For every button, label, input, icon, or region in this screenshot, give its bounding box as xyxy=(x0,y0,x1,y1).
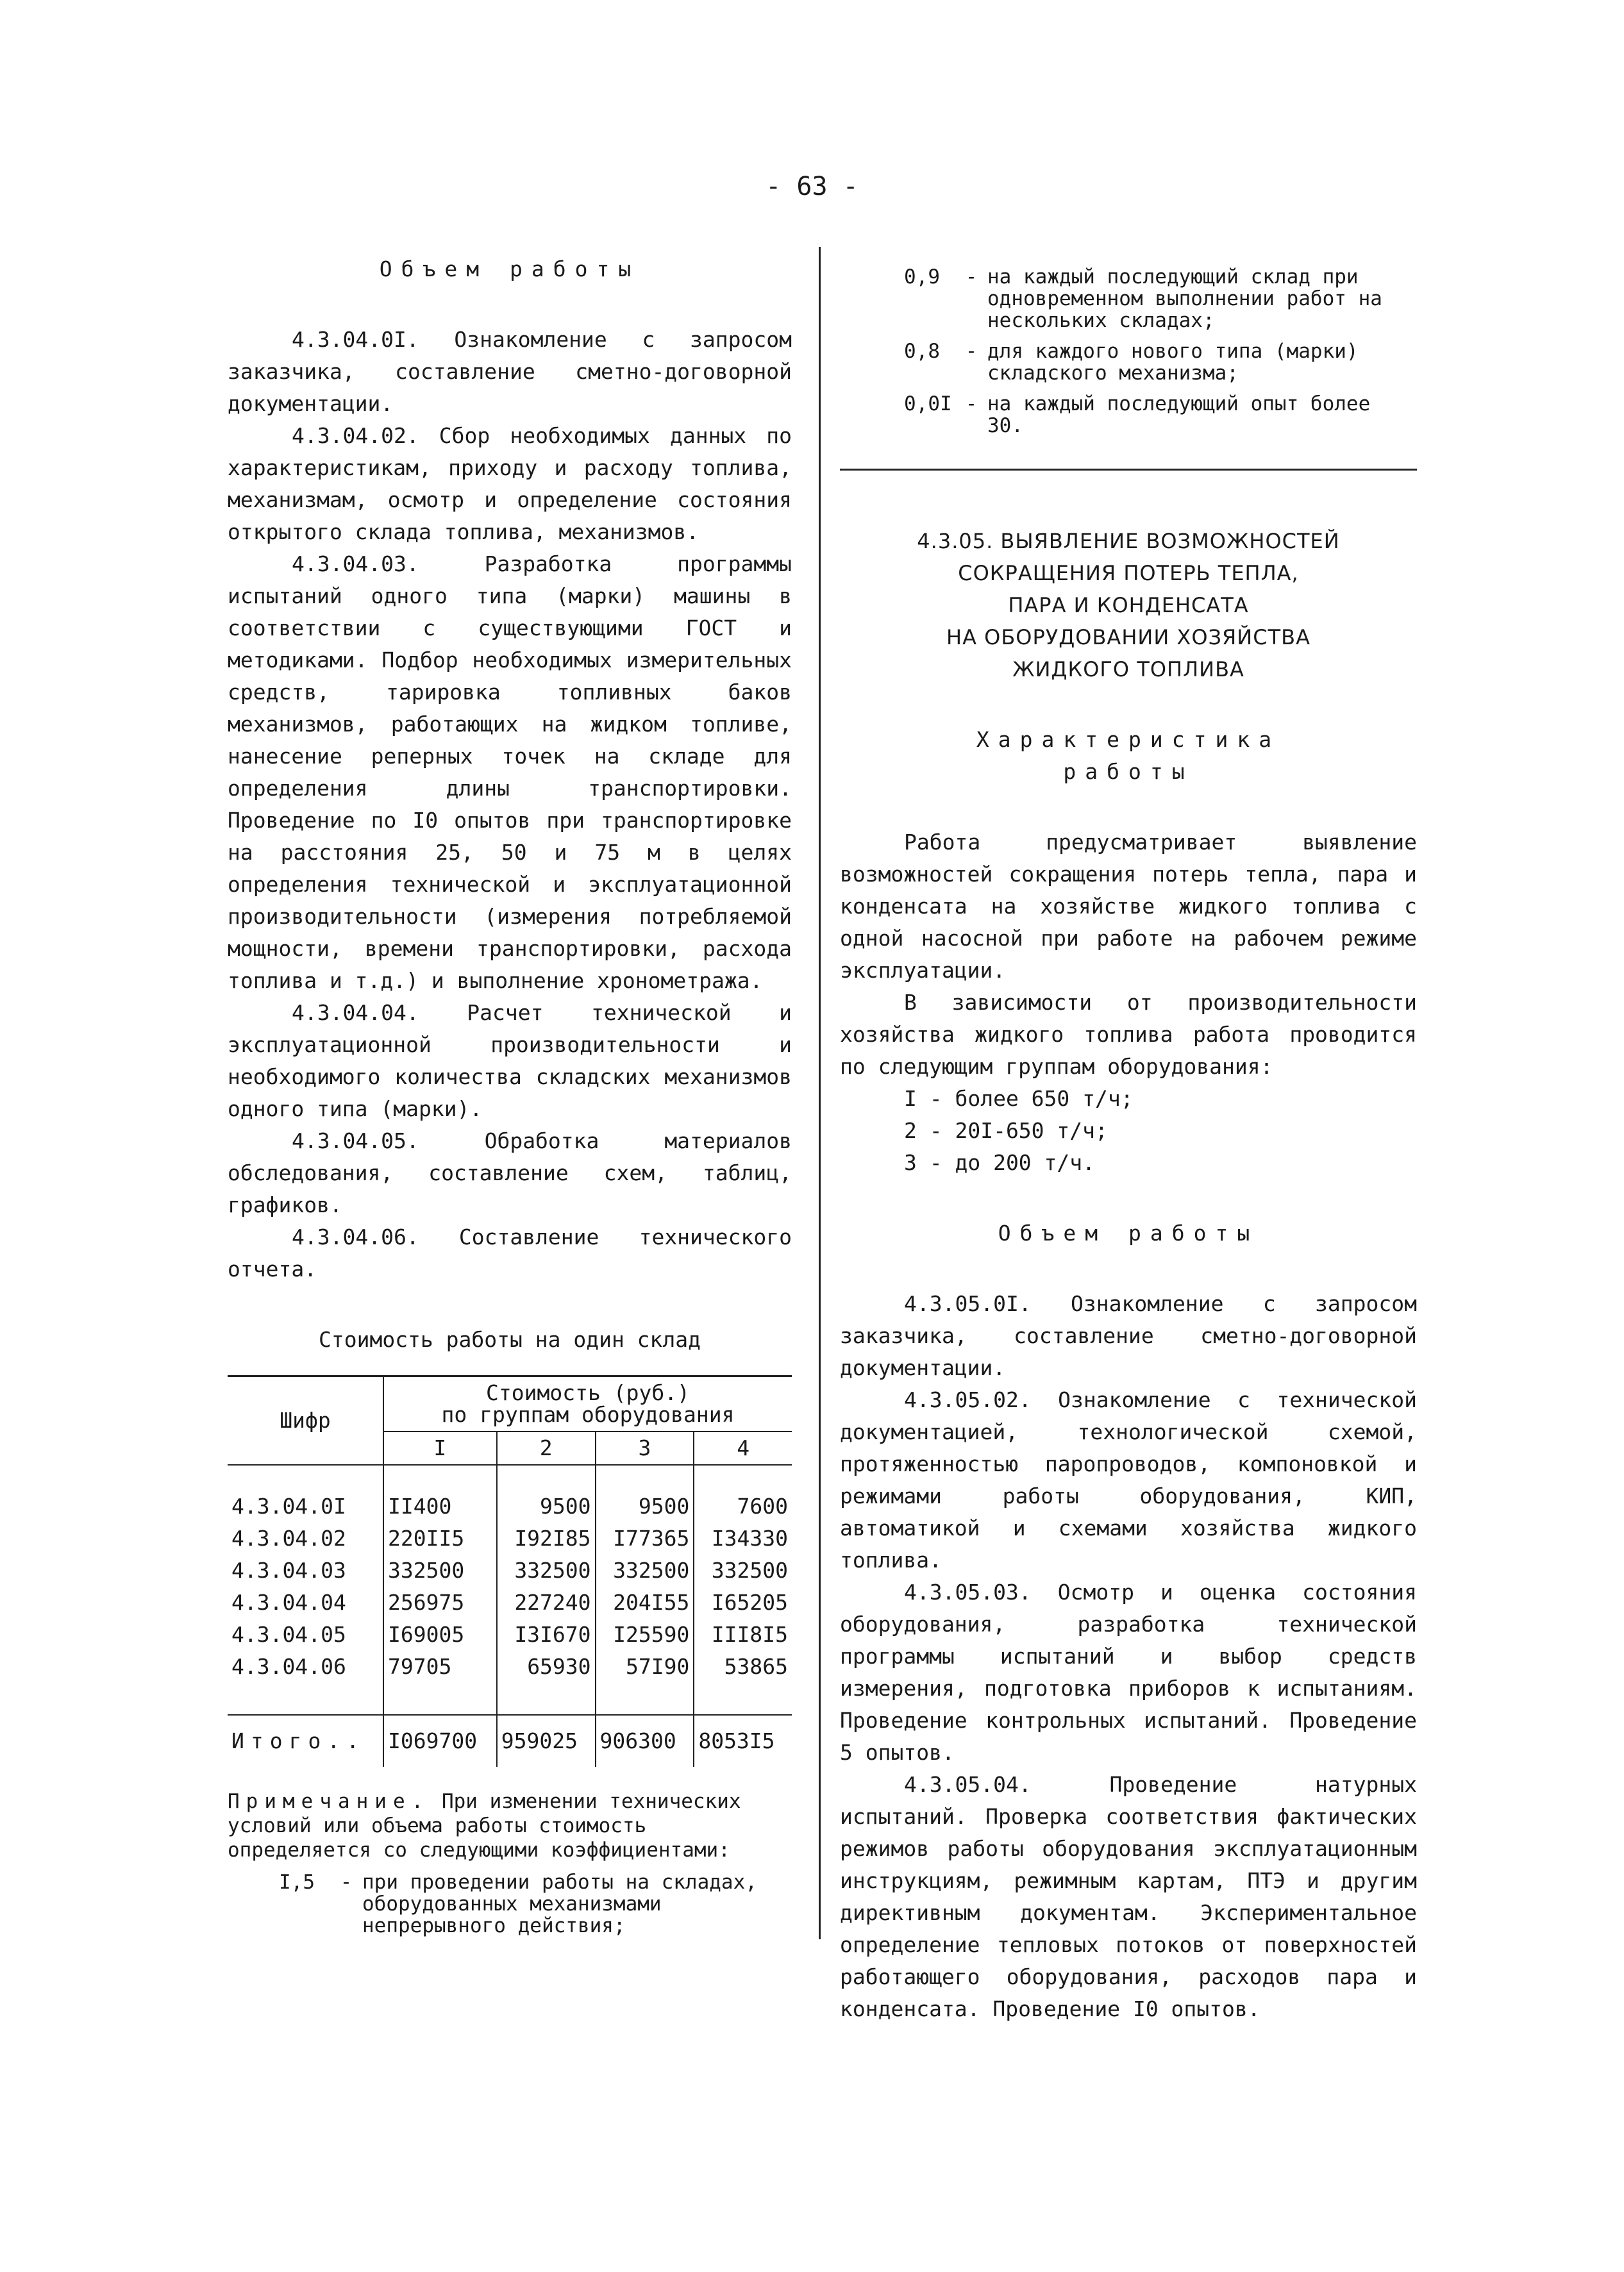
column-divider xyxy=(819,247,821,1939)
cell: 332500 xyxy=(694,1555,792,1587)
row-code: 4.3.04.05 xyxy=(231,1622,346,1647)
paragraph: 4.3.05.0I. Ознакомление с запросом заказчика, составление сметно-договорной документации. xyxy=(840,1291,1417,1380)
left-column xyxy=(228,253,792,1937)
right-volume-heading: Объем работы xyxy=(998,1221,1259,1246)
table-row xyxy=(228,1555,792,1587)
row-code: 4.3.04.03 xyxy=(231,1558,346,1583)
section-title-line: 4.3.05. ВЫЯВЛЕНИЕ ВОЗМОЖНОСТЕЙ xyxy=(917,529,1340,553)
paragraph: 4.3.04.04. Расчет технической и эксплуатационной производительности и необходимого количества складских механизмов одного типа (марки). xyxy=(228,1000,792,1121)
paragraph: 4.3.04.05. Обработка материалов обследования, составление схем, таблиц, графиков. xyxy=(228,1128,792,1217)
header-cost-line1: Стоимость (руб.) xyxy=(486,1380,690,1405)
cell: 57I90 xyxy=(596,1651,694,1683)
paragraph: 4.3.05.04. Проведение натурных испытаний. Проверка соответствия фактических режимов работы оборудования эксплуатационным инструкциям, режимным картам, ПТЭ и другим директивным документам. Экспериментальное определение тепловых потоков от поверхностей работающего оборудования, расходов пара и конденсата. Проведение I0 опытов. xyxy=(840,1772,1417,2021)
header-cost xyxy=(383,1376,792,1432)
row-code: 4.3.04.0I xyxy=(231,1494,346,1519)
row-code: 4.3.04.02 xyxy=(231,1526,346,1551)
table-row xyxy=(228,1491,792,1523)
page-number: - 63 - xyxy=(766,172,858,201)
cell: 79705 xyxy=(383,1651,497,1683)
coefficient-text: на каждый последующий опыт более 30. xyxy=(987,392,1371,437)
dash: - xyxy=(965,265,978,288)
group-item: I - более 650 т/ч; xyxy=(904,1086,1134,1111)
coefficient-item xyxy=(904,340,1417,384)
cell: I25590 xyxy=(596,1619,694,1651)
section-title-line: ПАРА И КОНДЕНСАТА xyxy=(1008,593,1249,617)
table-row xyxy=(228,1651,792,1683)
coefficient-value: 0,8 xyxy=(904,340,940,363)
cell: 9500 xyxy=(596,1491,694,1523)
total-cell: 8053I5 xyxy=(694,1715,792,1767)
group-item: 3 - до 200 т/ч. xyxy=(904,1150,1096,1175)
row-code: 4.3.04.04 xyxy=(231,1590,346,1615)
coefficient-text: на каждый последующий склад при одновременном выполнении работ на нескольких складах; xyxy=(987,265,1382,332)
cell: 220II5 xyxy=(383,1523,497,1555)
paragraph: 4.3.05.02. Ознакомление с технической документацией, технологической схемой, протяженностью паропроводов, компоновкой и режимами работы оборудования, КИП, автоматикой и схемами хозяйства жидкого топлива. xyxy=(840,1387,1417,1573)
total-label: Итого.. xyxy=(228,1715,383,1767)
cell: I65205 xyxy=(694,1587,792,1619)
cell: 332500 xyxy=(383,1555,497,1587)
note-lead: Примечание. xyxy=(228,1790,430,1813)
section-title-line: СОКРАЩЕНИЯ ПОТЕРЬ ТЕПЛА, xyxy=(958,561,1299,585)
table-note xyxy=(228,1789,792,1862)
table-row xyxy=(228,1587,792,1619)
cell: 332500 xyxy=(497,1555,596,1587)
cell: I77365 xyxy=(596,1523,694,1555)
left-volume-heading: Объем работы xyxy=(379,256,640,281)
coefficient-text: для каждого нового типа (марки) складского механизма; xyxy=(987,340,1359,385)
group-header: I xyxy=(383,1432,497,1465)
table-row xyxy=(228,1523,792,1555)
group-header: 2 xyxy=(497,1432,596,1465)
cell: I92I85 xyxy=(497,1523,596,1555)
cell: 204I55 xyxy=(596,1587,694,1619)
coefficient-text: при проведении работы на складах, оборудованных механизмами непрерывного действия; xyxy=(362,1871,757,1937)
cost-table xyxy=(228,1375,792,1767)
cell: 227240 xyxy=(497,1587,596,1619)
cell: 9500 xyxy=(497,1491,596,1523)
total-cell: 906300 xyxy=(596,1715,694,1767)
paragraph: 4.3.05.03. Осмотр и оценка состояния оборудования, разработка технической программы испытаний и выбор средств измерения, подготовка приборов к испытаниям. Проведение контрольных испытаний. Проведение 5 опытов. xyxy=(840,1580,1417,1765)
characteristic-heading-2: работы xyxy=(1063,759,1194,784)
cell: 53865 xyxy=(694,1651,792,1683)
cell: III8I5 xyxy=(694,1619,792,1651)
section-title-line: ЖИДКОГО ТОПЛИВА xyxy=(1012,657,1244,681)
coefficient-value: I,5 xyxy=(279,1871,315,1894)
section-title-line: НА ОБОРУДОВАНИИ ХОЗЯЙСТВА xyxy=(946,625,1310,649)
coefficient-item xyxy=(904,266,1417,331)
cell: I3I670 xyxy=(497,1619,596,1651)
paragraph: Работа предусматривает выявление возможностей сокращения потерь тепла, пара и конденсата на хозяйстве жидкого топлива с одной насосной при работе на рабочем режиме эксплуатации. xyxy=(840,830,1417,983)
cell: II400 xyxy=(383,1491,497,1523)
characteristic-heading: Характеристика xyxy=(976,727,1281,752)
group-header: 3 xyxy=(596,1432,694,1465)
coefficient-item xyxy=(279,1871,792,1937)
paragraph: В зависимости от производительности хозяйства жидкого топлива работа проводится по следующим группам оборудования: xyxy=(840,990,1417,1079)
cell: 7600 xyxy=(694,1491,792,1523)
total-row xyxy=(228,1715,792,1767)
table-caption: Стоимость работы на один склад xyxy=(318,1327,701,1352)
paragraph: 4.3.04.06. Составление технического отчета. xyxy=(228,1224,792,1282)
group-item: 2 - 20I-650 т/ч; xyxy=(904,1118,1108,1143)
group-header: 4 xyxy=(694,1432,792,1465)
dash: - xyxy=(965,340,978,363)
cell: 65930 xyxy=(497,1651,596,1683)
paragraph: 4.3.04.02. Сбор необходимых данных по характеристикам, приходу и расходу топлива, механизмам, осмотр и определение состояния открытого склада топлива, механизмов. xyxy=(228,423,792,544)
coefficient-value: 0,9 xyxy=(904,265,940,288)
paragraph: 4.3.04.03. Разработка программы испытаний одного типа (марки) машины в соответствии с существующими ГОСТ и методиками. Подбор необходимых измерительных средств, тарировка топливных баков механизмов, работающих на жидком топливе, нанесение реперных точек на складе для определения длины транспортировки. Проведение по I0 опытов при транспортировке на расстояния 25, 50 и 75 м в целях определения технической и эксплуатационной производительности (измерения потребляемой мощности, времени транспортировки, расхода топлива и т.д.) и выполнение хронометража. xyxy=(228,551,792,993)
cell: 256975 xyxy=(383,1587,497,1619)
cell: I69005 xyxy=(383,1619,497,1651)
dash: - xyxy=(340,1871,353,1894)
total-cell: I069700 xyxy=(383,1715,497,1767)
section-divider xyxy=(840,469,1417,471)
coefficient-value: 0,0I xyxy=(904,392,952,415)
total-cell: 959025 xyxy=(497,1715,596,1767)
cell: I34330 xyxy=(694,1523,792,1555)
cell: 332500 xyxy=(596,1555,694,1587)
header-cost-line2: по группам оборудования xyxy=(441,1402,735,1427)
paragraph: 4.3.04.0I. Ознакомление с запросом заказчика, составление сметно-договорной документации. xyxy=(228,327,792,416)
coefficient-item xyxy=(904,393,1417,437)
note-text: При изменении технических условий или объема работы стоимость определяется со следующими коэффициентами: xyxy=(228,1790,741,1862)
header-shifr: Шифр xyxy=(228,1376,383,1466)
table-row xyxy=(228,1619,792,1651)
right-column xyxy=(840,266,1417,2025)
dash: - xyxy=(965,392,978,415)
section-title xyxy=(840,525,1417,685)
row-code: 4.3.04.06 xyxy=(231,1654,346,1679)
